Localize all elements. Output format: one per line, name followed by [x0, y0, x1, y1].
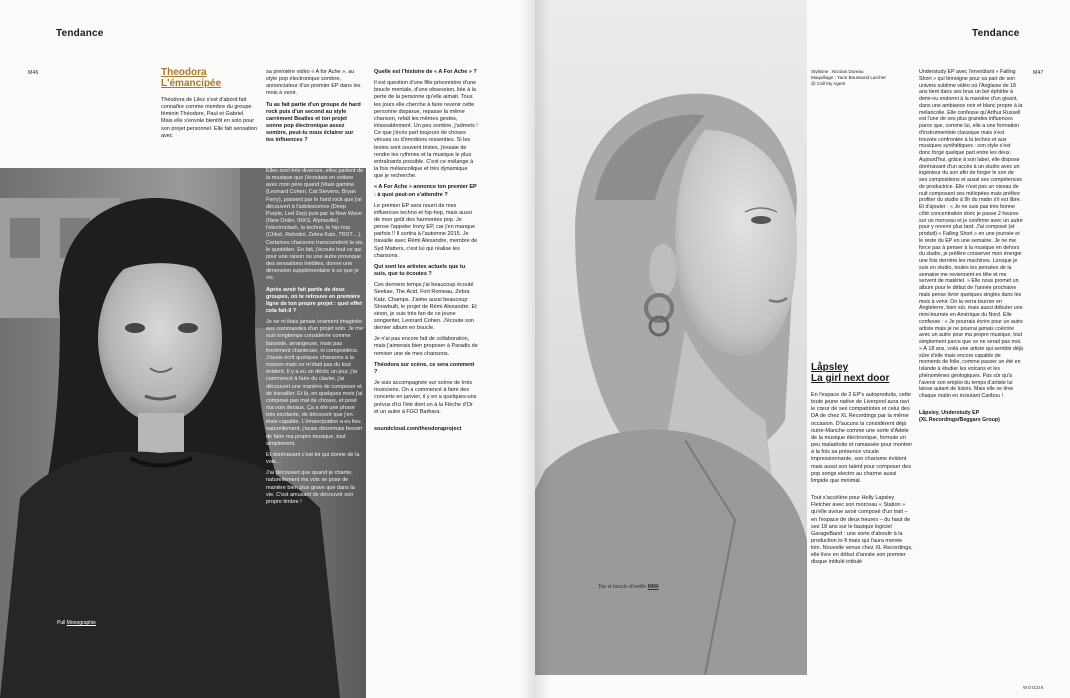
- magazine-footer: WOOZIK: [1023, 685, 1045, 690]
- portrait-image: [535, 0, 807, 675]
- article-column-1: [161, 67, 257, 144]
- page-number: M47: [1033, 70, 1044, 76]
- interview-answer: Le premier EP sera nourri de mes influences techno et hip-hop, mais aussi de mon goût des harmonies pop. Je pense l'appeler Irony EP, car j'en manque parfois !! Il sortira à l'automne 2015. Je travaille avec Rémi Alexandre, membre de Syd Matters, c'est lui qui réalise les chansons.: [374, 202, 478, 259]
- article-column-2: [266, 69, 362, 149]
- interview-answer: Elles sont très diverses, elles partent de la musique que j'écoutais en voiture avec mon père quand j'étais gamine (Leonard Cohen, Cat Stevens, Bryan Ferry), passent par le hard rock que j'ai découvert à l'adolescence (Deep Purple, Led Zep) puis par la New Wave (New Order, INXS, Alphaville) l'electroclash, la techno, le hip-hop (Chloé, Rebotini, Zebra Katz, TRST…). Certaines chansons transcendent la vie, le quotidien. En fait, j'écoute tout ce qui pour une raison ou une autre provoque des sensations inédites, donne une dimension supplémentaire à ce que je vis.: [266, 168, 364, 282]
- interview-question: « A For Ache » annonce ton premier EP : à quoi peut-on s'attendre ?: [374, 184, 477, 198]
- photo-caption-prefix: Pull: [57, 620, 67, 626]
- photo-caption-brand: Monographie: [66, 620, 96, 626]
- article-headline-sub: L'émancipée: [161, 78, 222, 89]
- photo-credits: [811, 69, 921, 87]
- photo-caption-prefix: Top et boucle d'oreille: [598, 584, 648, 590]
- credit-line: @ Call My Agent: [811, 81, 846, 86]
- interview-answer: Il est question d'une fille prisonnière d'une boucle mentale, d'une obsession, liée à la perte de la personne qu'elle aimait. Tous les jours elle cherche à faire revenir cette personne disparue, repasse la même chanson, refait les mêmes gestes, inlassablement. Un peu sombre, j'admets ! Ce que j'écris part toujours de choses vécues ou d'émotions ressenties. Si les textes sont souvent tristes, j'essaie de rendre les rythmes et la musique le plus entraînants possible. C'est ce mélange à la fois mélancolique et très dynamique que je recherche.: [374, 80, 478, 180]
- release-label: (XL Recordings/Beggars Group): [919, 416, 1000, 423]
- paragraph: En l'espace de 2 EP's autoproduits, cette toute jeune native de Liverpool aura ravi le cœur de ses compatriotes et celui des DA de chez XL Recordings par la même occasion. D'aucuns la considèrent déjà outre-Manche comme une sorte d'Adele de la musique électronique, formule un peu maladroite et ramassée pour montrer à la fois sa présence vocale impressionnante, son charisme évident mais aussi son talent pour composer des pop songs electro au charme aussi limpide que minimal.: [811, 392, 913, 484]
- article-column-3: [374, 69, 478, 437]
- interview-question: Qui sont les artistes actuels que tu suis, que tu écoutes ?: [374, 263, 466, 278]
- paragraph: Understudy EP avec l'envoûtant « Falling Short » qui témoigne pour sa part de son univers sublime vidéo où l'Anglaise de 18 ans tient dans ses bras un bel éphèbe à demi-nu endormi à la manière d'un gisant, dans une ambiance noir et blanc propre à la mélancolie. Elle confesse qu'Arthur Russell est l'une de ses plus grandes influences parce que, comme lui, elle a une formation d'instrumentiste classique mais s'est trouvée confrontée à la techno et aux musiques synthétiques : son style s'est donc forgé quelque part entre les deux. Aujourd'hui, grâce à son label, elle dispose dorénavant d'un accès à un studio avec un ingénieur du son afin de forger le son de ses compositions et aussi ses compétences de productrice. Elle n'est pas un oiseau de nuit composant ses mélopées mais préfère profiter du studio à 9h du matin s'il est libre. Et d'ajouter : « Je ne suis pas très bonne côté concentration donc je passe 2 heures sur un morceau et je confirme avec un autre pour y revenir plus tard. J'ai composé (et produit) « Falling Short » en une journée et le reste du EP en une semaine. Je ne me force pas à penser à la musique en dehors du studio, je préfère conserver mon énergie une fois derrière les machines. Lorsque je suis en studio, toutes les pensées de la semaine me reviennent en tête et me servent de matériel. » Elle nous promet un album pour le début de l'année prochaine mais pense livrer quelques singles dans les mois à venir. On la verra tourner en Angleterre, bien sûr, mais aussi débuter une mini-tournée en Amérique du Nord. Elle confesse : « Je pourrais écrire pour un autre artiste mais je ne pourrai jamais coécrire avec un autre pour ma propre musique, tout simplement parce que ce ne serait pas moi. » À 18 ans, voilà une artiste qui semble déjà sûre d'elle mais encore capable de moments de folie, comme passer un été en Islande à étudier les volcans et les phénomènes géologiques. Pas sûr qu'à l'avenir son emploi du temps d'artiste lui laisse autant de loisirs. Mais elle se lève chaque matin en écoutant Caribou !: [919, 69, 1023, 399]
- paragraph: sa première vidéo « A for Ache », au style pop électronique sombre, annonciateur d'un premier EP dans les mois à venir.: [266, 69, 361, 97]
- article-headline-name: Theodora: [161, 67, 207, 78]
- section-label: Tendance: [56, 28, 104, 39]
- article-column-1: [811, 362, 913, 571]
- page-number: M46: [28, 70, 39, 76]
- right-page: [535, 0, 1070, 698]
- article-headline-name: Låpsley: [811, 362, 849, 373]
- interview-answer: Ces derniers temps j'ai beaucoup écouté Seekae, The Acid, Fort Romeau, Zebra Katz, Champs. J'aime aussi beaucoup Showbuilt, le projet de Rémi Alexandre. Et sinon, je suis très fan de ce jeune songwriter, Leonard Cohen. J'écoute son dernier album en boucle.: [374, 282, 477, 332]
- article-intro: Théodora de Lilez s'est d'abord fait connaître comme membre du groupe féminin Théodore, Paul et Gabriel. Mais elle s'envole bientôt en solo pour son projet personnel. Elle fait sensation avec: [161, 97, 258, 139]
- article-column-2: [919, 69, 1023, 427]
- interview-answer: Et dorénavant c'est toi qui donne de la voix…: [266, 451, 360, 466]
- photo-caption: [598, 584, 659, 590]
- credit-line: Maquillage : Yann Boussand Larcher: [811, 75, 886, 80]
- interview-answer: Je n'ai pas encore fait de collaboration, mais j'aimerais bien proposer à Paradis de remixer une de mes chansons.: [374, 336, 478, 357]
- interview-question: Théodora sur scène, ce sera comment ?: [374, 361, 475, 375]
- portrait-photo-lapsley: [535, 0, 807, 675]
- interview-question: Après avoir fait partie de deux groupes, on te retrouve en première ligne de ton propre projet : quel effet cela fait-il ?: [266, 286, 362, 314]
- paragraph: Tout s'accélère pour Holly Lapsley Fletcher avec son morceau « Station » qu'elle avoue avoir composé d'un trait – en l'espace de deux heures – du haut de ses 18 ans sur le basique logiciel GarageBand : une sorte d'aboutir à la production lo-fi mais qui l'aura menée loin. Nouvelle venue chez XL Recordings, elle livre en début d'année son premier disque intitulé intitulé: [811, 495, 913, 566]
- section-label: Tendance: [972, 28, 1020, 39]
- interview-answer: Je suis accompagnée sur scène de trois musiciens. On a commencé à faire des concerts en janvier, il y en a quelques-uns prévus d'ici l'été dont un à la Flèche d'Or et un autre à FGO Barbara.: [374, 380, 477, 415]
- interview-question: Quelle est l'histoire de « A For Ache » ?: [374, 69, 477, 75]
- photo-caption: [57, 620, 96, 626]
- credit-line: Stylisme : Nicolas Dureau: [811, 69, 864, 74]
- interview-answer: Je ne m'étais jamais vraiment imaginée aux commandes d'un projet solo. Je me suis longtemps considérée comme bassiste, arrangeuse, mais pas forcément chanteuse, ni compositrice. J'avais écrit quelques chansons à la maison mais ne m'était pas du tout évident. Il y a eu un déclic un jour, j'ai commencé à faire du clavier, j'ai découvert une manière de composer et de travailler. Et là, en quelques mois j'ai composé pas mal de choses, et posé ma voix dessus. Ça a été une phase très excitante, de découvrir que j'en étais capable. L'émancipation a eu lieu naturellement, j'avais désormais besoin de faire ma propre musique, tout simplement.: [266, 319, 364, 447]
- interview-answer: J'ai découvert que quand je chante, naturellement ma voix se pose de manière bien plus grave que dans la vie. C'est amusant de découvrir son propre timbre !: [266, 470, 355, 505]
- release-title: Låpsley, Understudy EP: [919, 409, 980, 416]
- article-headline-sub: La girl next door: [811, 373, 890, 384]
- photo-caption-brand: MM6: [647, 584, 659, 590]
- interview-question: Tu as fait partie d'un groupe de hard rock puis d'un second au style carrément Beatles et ton projet sonne pop électronique assez sombre, peut-tu nous éclairer sur tes influences ?: [266, 101, 361, 144]
- article-column-2-overlay: [266, 168, 364, 510]
- soundcloud-link[interactable]: soundcloud.com/theodoraproject: [374, 425, 462, 432]
